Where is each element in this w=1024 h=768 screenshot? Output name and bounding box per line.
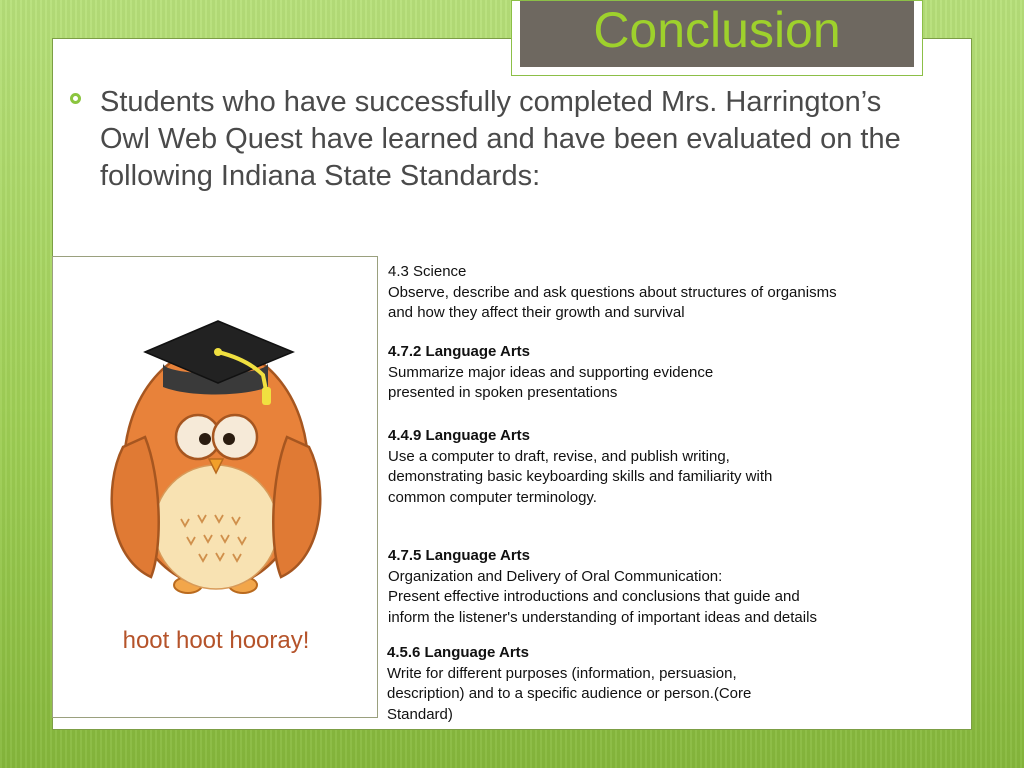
standard-heading: 4.7.5 Language Arts	[388, 547, 530, 564]
standard-line: demonstrating basic keyboarding skills and familiarity with	[388, 468, 773, 485]
standard-4-7-2-language-arts	[388, 342, 948, 404]
standard-4-7-5-language-arts	[388, 546, 948, 628]
title-frame	[511, 0, 923, 76]
slide-title: Conclusion	[593, 2, 841, 58]
owl-image	[52, 256, 378, 718]
owl-caption: hoot hoot hooray!	[122, 627, 310, 654]
standard-heading: 4.5.6 Language Arts	[387, 644, 529, 661]
standard-line: inform the listener's understanding of important ideas and details	[388, 608, 817, 626]
standard-line: description) and to a specific audience or person.(Core	[387, 685, 752, 702]
standard-line: Present effective introductions and conclusions that guide and	[388, 588, 800, 605]
standard-line: presented in spoken presentations	[388, 384, 618, 401]
standard-line: Use a computer to draft, revise, and publish writing,	[388, 447, 730, 465]
standard-heading: 4.4.9 Language Arts	[388, 427, 530, 444]
standard-heading: 4.3 Science	[388, 263, 467, 280]
bullet-icon	[70, 93, 81, 104]
standard-line: Summarize major ideas and supporting evidence	[388, 363, 714, 381]
title-banner	[520, 1, 914, 67]
standard-heading: 4.7.2 Language Arts	[388, 343, 530, 360]
standard-4-4-9-language-arts	[388, 426, 948, 508]
standard-line: and how they affect their growth and survival	[388, 304, 685, 321]
standard-line: Write for different purposes (information, persuasion,	[387, 664, 737, 682]
standard-line: Observe, describe and ask questions about structures of organisms	[388, 283, 837, 301]
bullet-text: Students who have successfully completed Mrs. Harrington’s Owl Web Quest have learned and have been evaluated on the following Indiana State Standards:	[100, 86, 901, 192]
standard-4-5-6-language-arts	[387, 643, 947, 725]
standard-line: common computer terminology.	[388, 488, 597, 506]
owl-icon	[53, 257, 379, 637]
standard-4-3-science	[388, 262, 948, 324]
standard-line: Organization and Delivery of Oral Communication:	[388, 567, 723, 585]
standard-line: Standard)	[387, 705, 453, 723]
